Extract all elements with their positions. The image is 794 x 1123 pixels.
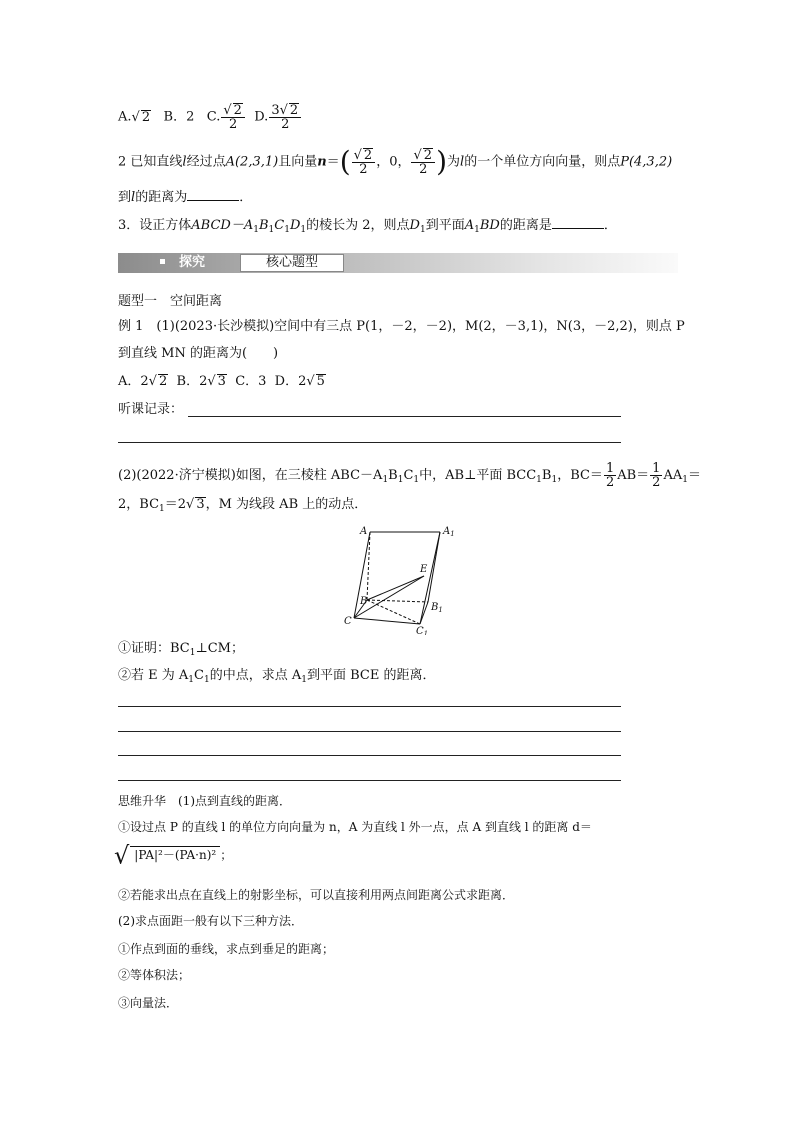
label-B1: $B_1$	[431, 602, 443, 614]
q2-comp3: $\frac{√ 2}{2}$	[411, 148, 435, 176]
half-fraction-2: $\frac{1}{2}$	[652, 461, 661, 490]
ex1-option-a[interactable]: A．2	[118, 374, 149, 389]
q1-c-fraction: $\frac{√ 2}{2}$	[221, 103, 245, 131]
answer-line-3[interactable]	[118, 755, 621, 756]
ex1-option-c[interactable]: C．3	[235, 374, 267, 389]
ex1-option-b[interactable]: B．2	[176, 374, 208, 389]
ex1-line2: 到直线 MN 的距离为( )	[118, 346, 279, 361]
prism-figure	[340, 520, 460, 635]
label-E: E	[420, 564, 428, 575]
section-banner	[118, 253, 678, 273]
q1-option-c[interactable]: C.	[206, 109, 221, 125]
q3-line: 3．设正方体$ABCD-A_1B_1C_1D_1$的棱长为 2，则点$D_1$到平面$A_1BD$的距离是 ．	[118, 218, 617, 235]
q2-comp1: $\frac{√ 2}{2}$	[352, 148, 376, 176]
q2-answer-blank[interactable]	[187, 188, 239, 201]
answer-line-2[interactable]	[118, 731, 621, 732]
q1-option-d[interactable]: D.	[254, 109, 269, 125]
q1-a-radicand: 2	[141, 109, 151, 125]
summary-formula: √ |PA|²－(PA·n)² ；	[114, 841, 233, 870]
ex2-line2: 2，$BC_1=2√$ 3，M 为线段 AB 上的动点．	[118, 497, 368, 514]
q1-option-b[interactable]: B．2	[163, 109, 195, 125]
notes-line-2[interactable]	[118, 442, 621, 443]
answer-line-4[interactable]	[118, 780, 621, 781]
ex2-line1: (2)(2022·济宁模拟)如图，在三棱柱 $ABC-A_1B_1C_1$中，AB⊥平面 $BCC_1B_1$，BC＝ $\frac{1}{2}$ AB＝ $\frac{1}{2}$ $AA_1=$	[118, 461, 701, 490]
summary-p6: ③向量法．	[118, 996, 179, 1010]
q2-line1: 2 已知直线l经过点A(2,3,1)且向量n＝( $\frac{√ 2}{2}$ ，0， $\frac{√ 2}{2}$ )为l的一个单位方向向量，则点P(4,3,2)	[118, 145, 673, 178]
summary-title: 思维升华 (1)点到直线的距离．	[118, 794, 291, 808]
q3-answer-blank[interactable]	[552, 216, 604, 229]
summary-p2: ②若能求出点在直线上的射影坐标，可以直接利用两点间距离公式求距离．	[118, 888, 515, 902]
ex1-option-d[interactable]: D．2	[274, 374, 307, 389]
section-title: 题型一 空间距离	[118, 294, 223, 309]
q1-option-a[interactable]: A.	[118, 109, 132, 125]
ex2-question-a: ①证明：$BC_1\perp CM$；	[118, 641, 244, 658]
q1-d-fraction: $\frac{3√ 2}{2}$	[269, 103, 301, 131]
ex1-line1: 例 1 (1)(2023·长沙模拟)空间中有三点 P(1，－2，－2)，M(2，－3,1)，N(3，－2,2)，则点 P	[118, 319, 685, 334]
label-C1: $C_1$	[416, 626, 429, 635]
q1-options: A.√ 2 B．2 C. $\frac{√ 2}{2}$ D. $\frac{3√ 2}{2}$	[118, 103, 302, 131]
answer-line-1[interactable]	[118, 706, 621, 707]
summary-p4: ①作点到面的垂线，求点到垂足的距离；	[118, 942, 335, 956]
q2-line2: 到l的距离为 ．	[118, 190, 253, 205]
ex2-question-b: ②若 E 为 $A_1C_1$的中点，求点 $A_1$到平面 BCE 的距离．	[118, 668, 436, 685]
ex1-options: A．2√ 2 B．2√ 3 C．3 D．2√ 5	[118, 374, 325, 389]
summary-p1: ①设过点 P 的直线 l 的单位方向向量为 n，A 为直线 l 外一点，点 A 到直线 l 的距离 d＝	[118, 820, 592, 834]
label-A1: $A_1$	[443, 526, 455, 538]
summary-p5: ②等体积法；	[118, 968, 191, 982]
notes-label: 听课记录：	[118, 402, 184, 417]
label-C: C	[344, 616, 352, 627]
half-fraction-1: $\frac{1}{2}$	[605, 461, 615, 490]
banner-tag-core: 核心题型	[240, 254, 344, 272]
square-bullet-icon	[160, 259, 165, 264]
notes-line-1[interactable]	[188, 416, 621, 417]
summary-p3: (2)求点面距一般有以下三种方法．	[118, 914, 303, 928]
label-B: B	[360, 596, 368, 607]
label-A: A	[360, 526, 368, 537]
banner-tag-explore: 探究	[146, 254, 238, 271]
